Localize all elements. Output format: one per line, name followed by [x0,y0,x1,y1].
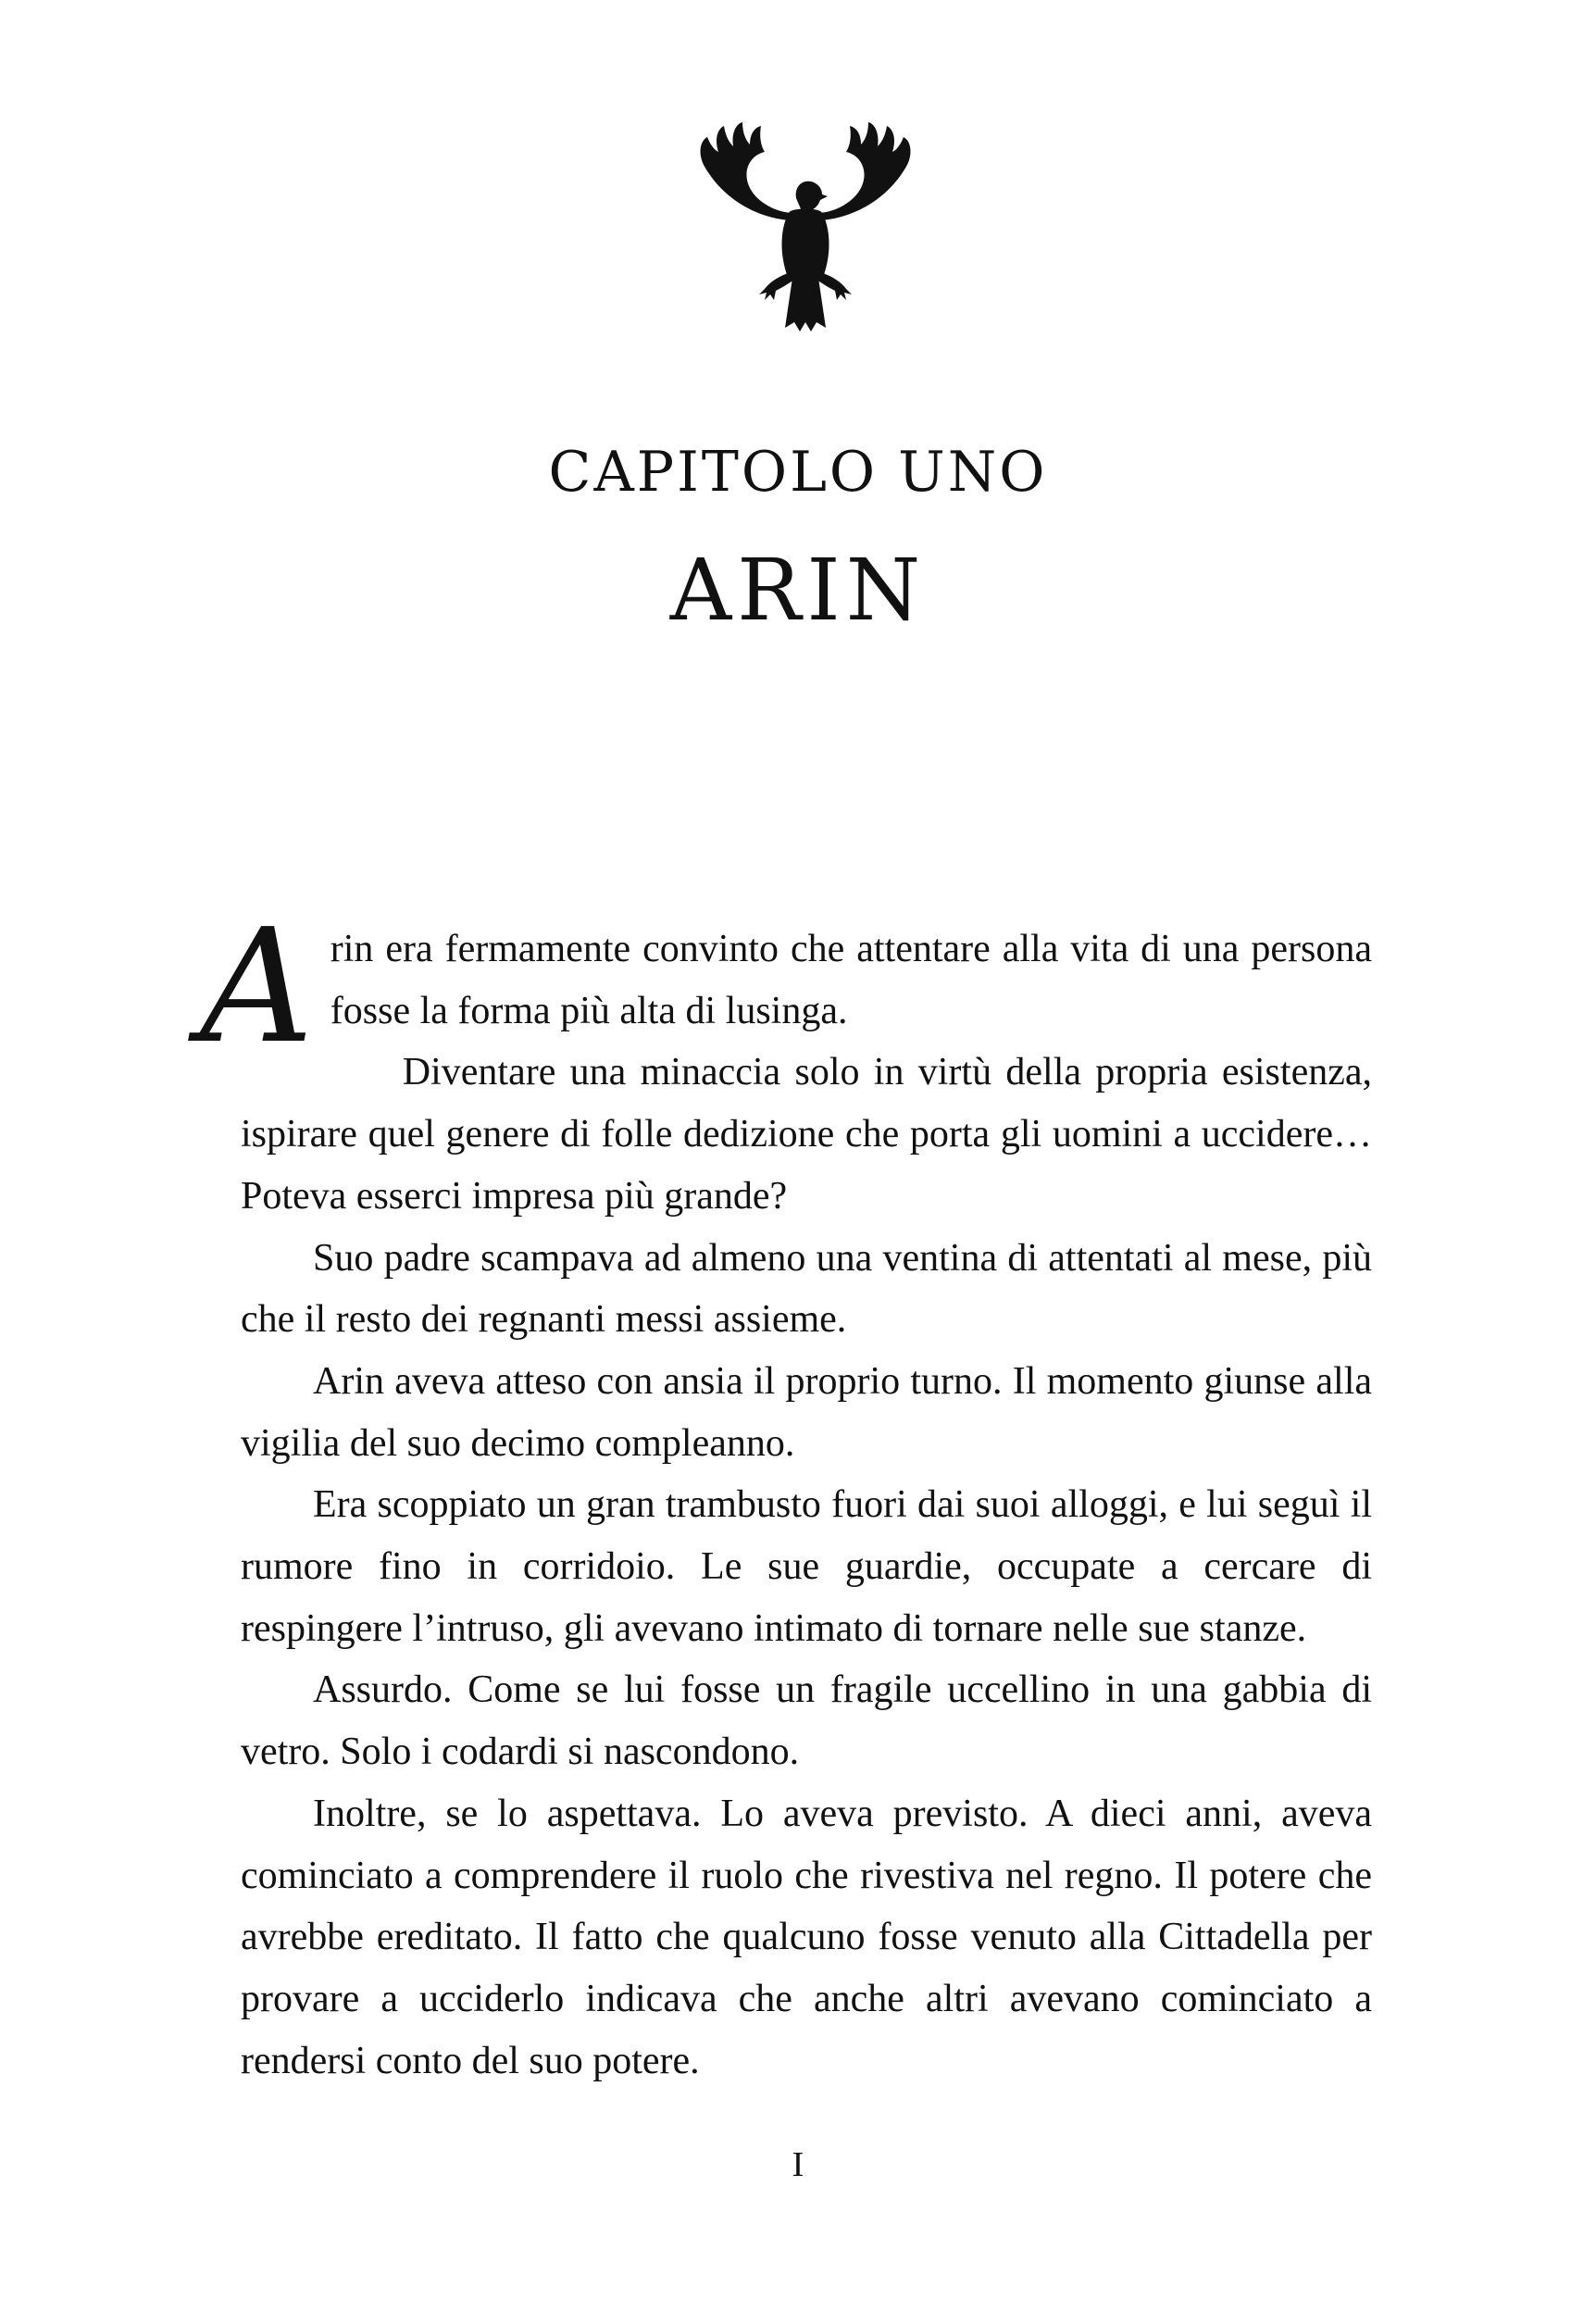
paragraph-6: Assurdo. Come se lui fosse un fragile uccellino in una gabbia di vetro. Solo i codardi si nascondono. [241,1668,1372,1774]
paragraph-1 [200,895,1372,1079]
chapter-title: ARIN [669,541,927,640]
paragraph-2: Diventare una minaccia solo in virtù della propria esistenza, ispirare quel genere di folle dedizione che porta gli uomini a uccidere… Poteva esserci impresa più grande? [241,1051,1372,1218]
paragraph-5: Era scoppiato un gran trambusto fuori dai suoi alloggi, e lui seguì il rumore fino in corridoio. Le sue guardie, occupate a cercare di respingere l’intruso, gli avevano intimato di tornare nelle sue stanze. [241,1483,1372,1650]
chapter-label: CAPITOLO UNO [548,440,1048,505]
paragraph-7: Inoltre, se lo aspettava. Lo aveva previsto. A dieci anni, aveva cominciato a comprendere il ruolo che rivestiva nel regno. Il potere che avrebbe ereditato. Il fatto che qualcuno fosse venuto alla Cittadella per provare a ucciderlo indicava che anche altri avevano cominciato a rendersi conto del suo potere. [241,1792,1372,2082]
page-number: I [792,2145,804,2184]
paragraph-1-text: rin era fermamente convinto che attentare alla vita di una persona fosse la forma più alta di lusinga. [330,928,1372,1032]
paragraph-4: Arin aveva atteso con ansia il proprio turno. Il momento giunse alla vigilia del suo decimo compleanno. [241,1359,1372,1465]
chapter-body [200,895,1372,2092]
eagle-icon [687,109,924,346]
paragraph-3: Suo padre scampava ad almeno una ventina di attentati al mese, più che il resto dei regnanti messi assieme. [241,1236,1372,1342]
drop-cap: A [200,895,314,1079]
